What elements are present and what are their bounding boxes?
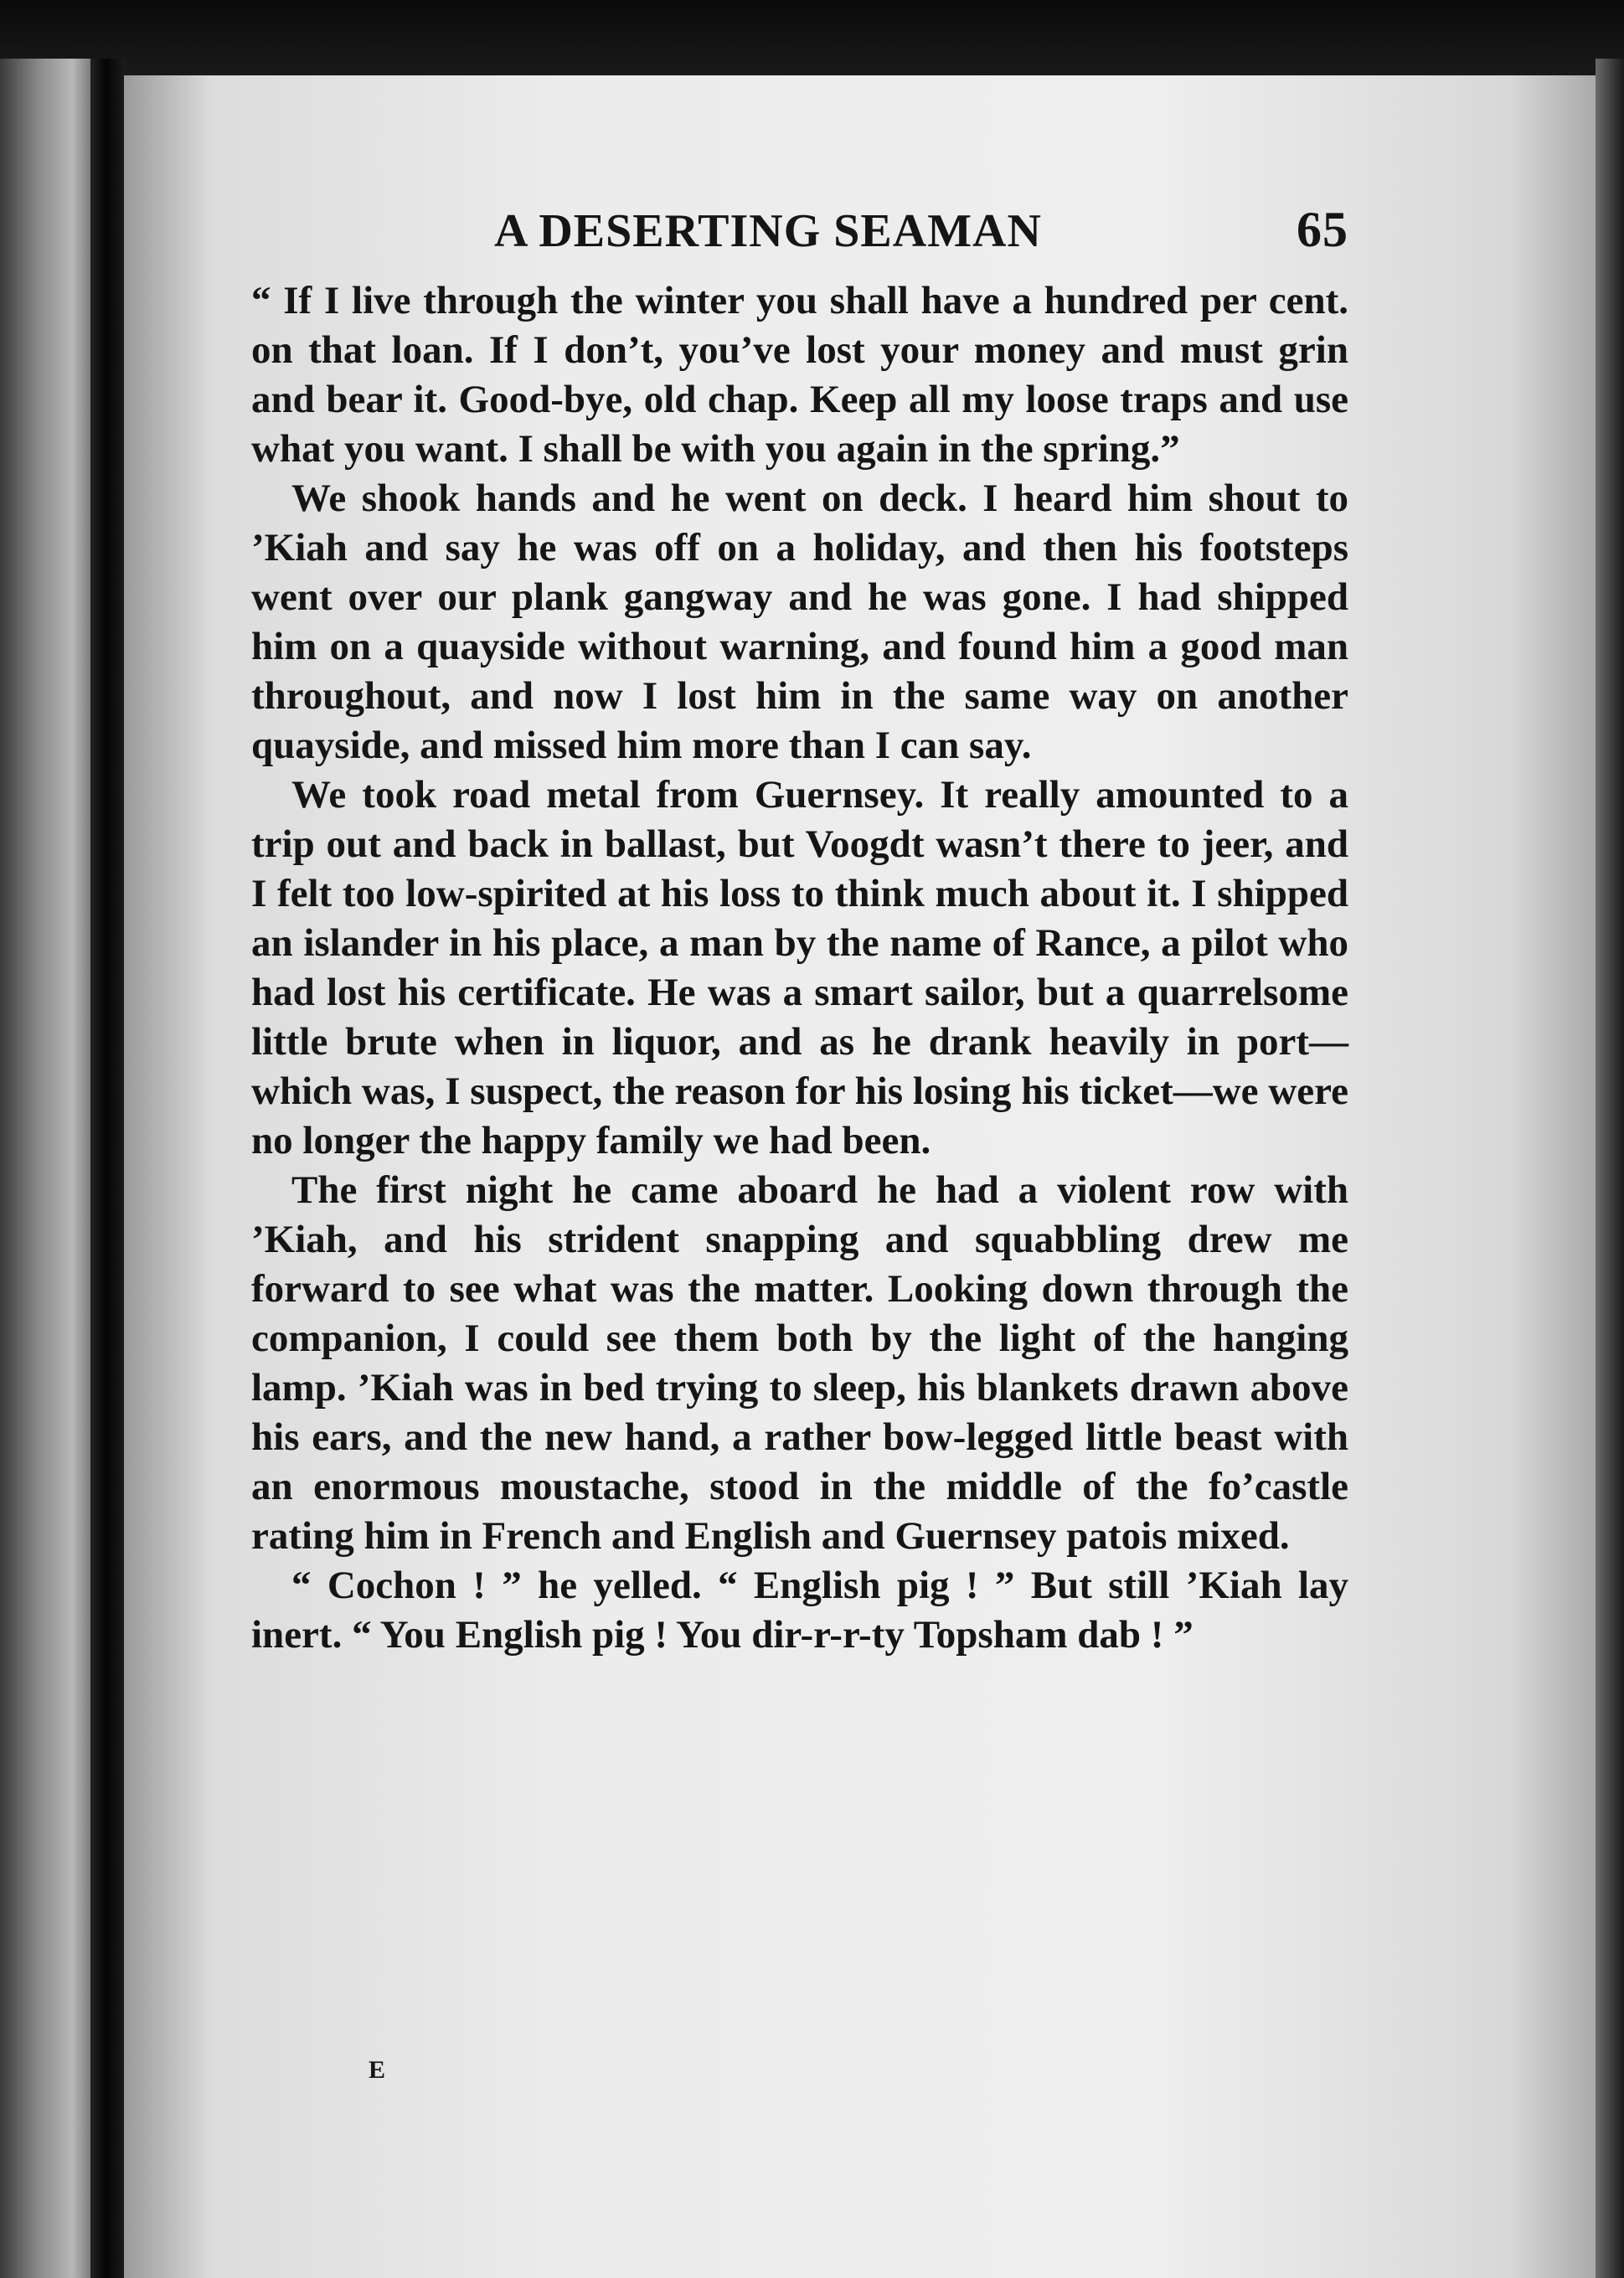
- page-text-block: [251, 201, 1348, 1660]
- paragraph: We shook hands and he went on deck. I heard him shout to ’Kiah and say he was off on a holiday, and then his footsteps went over our plank gangway and he was gone. I had shipped him on a quayside without warning, and found him a good man throughout, and now I lost him in the same way on another quayside, and missed him more than I can say.: [251, 477, 1348, 767]
- body-text: [251, 276, 1348, 1660]
- chapter-title: A DESERTING SEAMAN: [494, 205, 1042, 257]
- paragraph: We took road metal from Guernsey. It really amounted to a trip out and back in ballast, but Voogdt wasn’t there to jeer, and I felt too low-spirited at his loss to think much about it. I shipped an islander in his place, a man by the name of Rance, a pilot who had lost his certificate. He was a smart sailor, but a quarrelsome little brute when in liquor, and as he drank heavily in port—which was, I suspect, the reason for his losing his ticket—we were no longer the happy family we had been.: [251, 773, 1348, 1162]
- film-frame-top: [0, 0, 1624, 80]
- paragraph: The first night he came aboard he had a violent row with ’Kiah, and his strident snapping and squabbling drew me forward to see what was the matter. Looking down through the companion, I could see them both by the light of the hanging lamp. ’Kiah was in bed trying to sleep, his blankets drawn above his ears, and the new hand, a rather bow-legged little beast with an enormous moustache, stood in the middle of the fo’castle rating him in French and English and Guernsey patois mixed.: [251, 1168, 1348, 1558]
- paragraph: “ Cochon ! ” he yelled. “ English pig ! ” But still ’Kiah lay inert. “ You English pig ! You dir-r-r-ty Topsham dab ! ”: [251, 1564, 1348, 1657]
- facing-page-edge: [0, 59, 96, 2278]
- paragraph: “ If I live through the winter you shall have a hundred per cent. on that loan. If I don’t, you’ve lost your money and must grin and bear it. Good-bye, old chap. Keep all my loose traps and use what you want. I shall be with you again in the spring.”: [251, 279, 1348, 471]
- page-number: 65: [1297, 202, 1348, 257]
- running-head: [251, 201, 1348, 276]
- book-spine-shadow: [90, 59, 126, 2278]
- signature-mark: E: [369, 2056, 386, 2084]
- page-right-edge: [1596, 59, 1624, 2278]
